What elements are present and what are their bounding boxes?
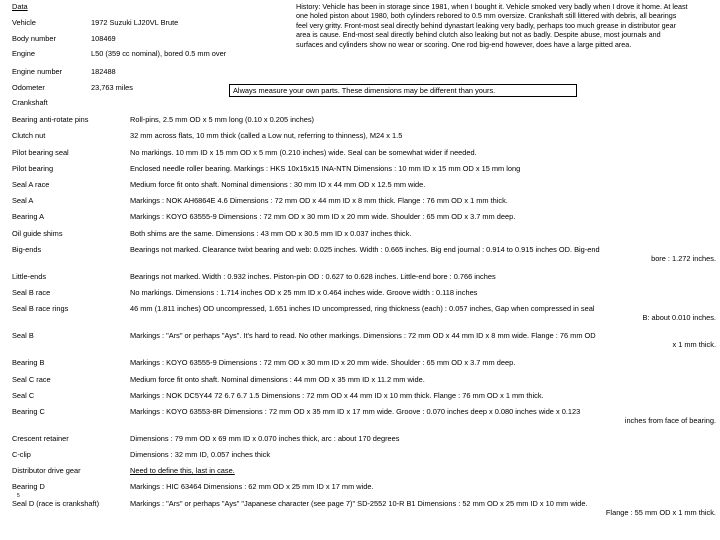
spec-value: Markings : NOK AH6864E 4.6 Dimensions : 72 mm OD x 44 mm ID x 8 mm thick. Flange : 76 mm OD x 1 mm thick. [130, 196, 508, 205]
spec-value: Roll-pins, 2.5 mm OD x 5 mm long (0.10 x 0.205 inches) [130, 115, 315, 124]
spec-value-line: Bearings not marked. Clearance twixt bearing and web: 0.025 inches. Width : 0.665 inches. Big end journal : 0.914 to 0.915 inches OD. Big-end [130, 245, 600, 254]
spec-value [130, 499, 716, 517]
spec-value-line: Markings : "Ars" or perhaps "Ays". It's hard to read. No other markings. Dimensions : 72 mm OD x 44 mm ID x 8 mm wide. Flange : 76 mm OD [130, 331, 596, 340]
spec-label: Seal A race [12, 180, 50, 189]
spec-label: C-clip [12, 450, 31, 459]
spec-value [130, 407, 716, 425]
spec-value: No markings. Dimensions : 1.714 inches OD x 25 mm ID x 0.464 inches wide. Groove width : 0.118 inches [130, 288, 478, 297]
body-number-label: Body number [12, 34, 56, 43]
odometer-label: Odometer [12, 83, 45, 92]
spec-label: Crescent retainer [12, 434, 69, 443]
engine-label: Engine [12, 49, 36, 58]
odometer-value: 23,763 miles [91, 83, 133, 92]
spec-value-continuation: Flange : 55 mm OD x 1 mm thick. [605, 508, 716, 517]
spec-value-continuation: B: about 0.010 inches. [642, 313, 716, 322]
spec-value [130, 304, 716, 322]
spec-label: Bearing D [12, 482, 45, 491]
history-paragraph: History: Vehicle has been in storage since 1981, when I bought it. Vehicle smoked very badly when I drove it home. At least one holed piston about 1980, both cylinders rebored to 0.5 mm oversize. Crankshaft still littered with debris, all bearings feel very gritty. Front-most seal directly behind dynastart leaking very badly, perhaps too much grease in distributor gear area is cause. End-most seal directly behind clutch also leaking but not as badly. Despite abuse, most journals and surfaces and cylinders show no wear or scoring. One rod big-end however, does have a large pitted area. [296, 2, 688, 49]
spec-value [130, 331, 716, 349]
spec-label: Bearing B [12, 358, 45, 367]
spec-value: Bearings not marked. Width : 0.932 inches. Piston-pin OD : 0.627 to 0.628 inches. Little-end bore : 0.766 inches [130, 272, 496, 281]
spec-value: Medium force fit onto shaft. Nominal dimensions : 30 mm ID x 44 mm OD x 12.5 mm wide. [130, 180, 426, 189]
spec-label: Seal A [12, 196, 34, 205]
spec-value: Markings : KOYO 63555-9 Dimensions : 72 mm OD x 30 mm ID x 20 mm wide. Shoulder : 65 mm OD x 3.7 mm deep. [130, 358, 516, 367]
spec-label: Clutch nut [12, 131, 46, 140]
body-number-value: 108469 [91, 34, 116, 43]
spec-label: Seal C race [12, 375, 51, 384]
engine-value: L50 (359 cc nominal), bored 0.5 mm over [91, 49, 227, 58]
vehicle-label: Vehicle [12, 18, 36, 27]
spec-value-line: Markings : KOYO 63553-8R Dimensions : 72 mm OD x 35 mm ID x 17 mm wide. Groove : 0.070 inches deep x 0.080 inches wide x 0.123 [130, 407, 581, 416]
vehicle-value: 1972 Suzuki LJ20VL Brute [91, 18, 179, 27]
spec-label: Bearing A [12, 212, 45, 221]
engine-number-label: Engine number [12, 67, 63, 76]
spec-label: Oil guide shims [12, 229, 63, 238]
spec-value: Markings : HIC 63464 Dimensions : 62 mm OD x 25 mm ID x 17 mm wide. [130, 482, 374, 491]
spec-value [130, 245, 716, 263]
spec-value: Medium force fit onto shaft. Nominal dimensions : 44 mm OD x 35 mm ID x 11.2 mm wide. [130, 375, 425, 384]
spec-label: Pilot bearing seal [12, 148, 69, 157]
spec-value: Need to define this, last in case. [130, 466, 235, 475]
spec-value-line: 46 mm (1.811 inches) OD uncompressed, 1.651 inches ID uncompressed, ring thickness (each) : 0.057 inches, Gap when compressed in seal [130, 304, 595, 313]
spec-label: Seal B [12, 331, 34, 340]
spec-value: Dimensions : 32 mm ID, 0.057 inches thick [130, 450, 271, 459]
spec-value-line: Markings : "Ars" or perhaps "Ays" "Japanese character (see page 7)" SD-2552 10-R B1 Dimensions : 52 mm OD x 25 mm ID x 10 mm wide. [130, 499, 588, 508]
spec-value: Markings : NOK DC5Y44 72 6.7 6.7 1.5 Dimensions : 72 mm OD x 44 mm ID x 10 mm thick. Flange : 76 mm OD x 1 mm thick. [130, 391, 544, 400]
spec-label: Seal B race rings [12, 304, 69, 313]
page-marker: 5 [17, 493, 20, 499]
spec-value: Markings : KOYO 63555-9 Dimensions : 72 mm OD x 30 mm ID x 20 mm wide. Shoulder : 65 mm OD x 3.7 mm deep. [130, 212, 516, 221]
spec-label: Seal C [12, 391, 35, 400]
spec-label: Big-ends [12, 245, 42, 254]
spec-value-continuation: x 1 mm thick. [672, 340, 716, 349]
spec-value: No markings. 10 mm ID x 15 mm OD x 5 mm (0.210 inches) wide. Seal can be somewhat wider if needed. [130, 148, 477, 157]
spec-value: Dimensions : 79 mm OD x 69 mm ID x 0.070 inches thick, arc : about 170 degrees [130, 434, 400, 443]
spec-value-continuation: inches from face of bearing. [624, 416, 716, 425]
measure-note-box: Always measure your own parts. These dimensions may be different than yours. [229, 84, 577, 97]
spec-value: Both shims are the same. Dimensions : 43 mm OD x 30.5 mm ID x 0.037 inches thick. [130, 229, 412, 238]
spec-label: Seal B race [12, 288, 51, 297]
spec-label: Bearing C [12, 407, 45, 416]
spec-label: Pilot bearing [12, 164, 54, 173]
spec-value: Enclosed needle roller bearing. Markings : HKS 10x15x15 INA-NTN Dimensions : 10 mm ID x 15 mm OD x 15 mm long [130, 164, 521, 173]
data-heading: Data [12, 2, 28, 11]
spec-label: Little-ends [12, 272, 47, 281]
crankshaft-section-title: Crankshaft [12, 98, 48, 107]
spec-value-continuation: bore : 1.272 inches. [651, 254, 716, 263]
spec-value: 32 mm across flats, 10 mm thick (called a Low nut, referring to thinness), M24 x 1.5 [130, 131, 403, 140]
spec-label: Distributor drive gear [12, 466, 81, 475]
engine-number-value: 182488 [91, 67, 116, 76]
spec-label: Seal D (race is crankshaft) [12, 499, 100, 508]
spec-label: Bearing anti-rotate pins [12, 115, 89, 124]
